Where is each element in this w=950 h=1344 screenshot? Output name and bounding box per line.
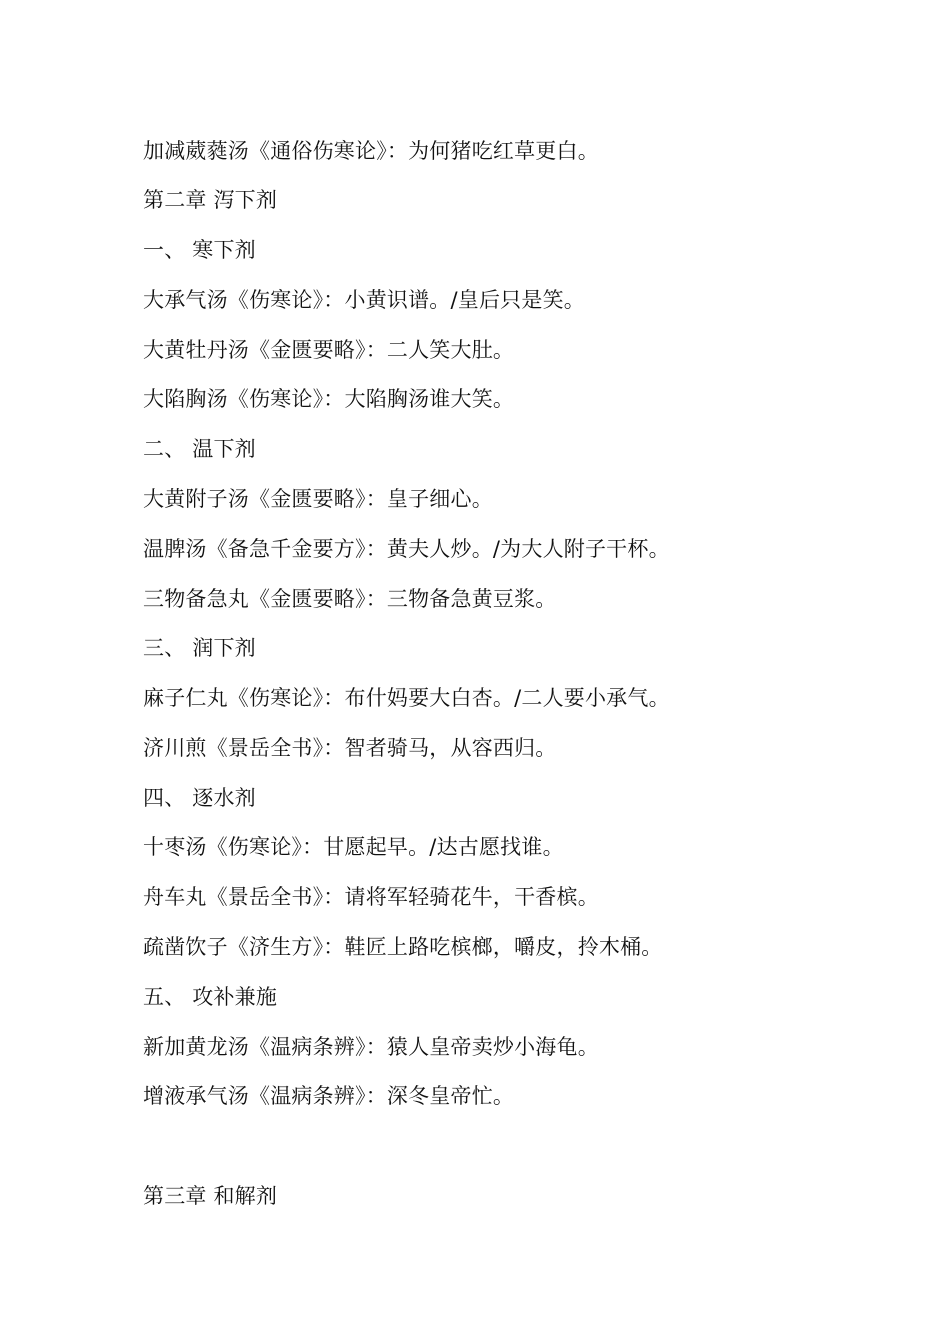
formula-line-sanwu-beiji: 三物备急丸《金匮要略》：三物备急黄豆浆。 bbox=[143, 587, 557, 611]
formula-line-xinjia-huanglong: 新加黄龙汤《温病条辨》：猿人皇帝卖炒小海龟。 bbox=[143, 1035, 599, 1059]
section-heading-wenxia: 二、 温下剂 bbox=[143, 437, 256, 461]
formula-line-zhouche: 舟车丸《景岳全书》：请将军轻骑花牛，干香槟。 bbox=[143, 885, 599, 909]
formula-line-jiajian-weirui: 加减葳蕤汤《通俗伤寒论》：为何猪吃红草更白。 bbox=[143, 139, 599, 163]
formula-line-zengye-chengqi: 增液承气汤《温病条辨》：深冬皇帝忙。 bbox=[143, 1084, 515, 1108]
chapter-heading-hejie: 第三章 和解剂 bbox=[143, 1184, 278, 1208]
formula-line-dachengqi: 大承气汤《伤寒论》：小黄识谱。/皇后只是笑。 bbox=[143, 288, 585, 312]
section-heading-zhushui: 四、 逐水剂 bbox=[143, 786, 256, 810]
chapter-heading-xiexia: 第二章 泻下剂 bbox=[143, 188, 278, 212]
section-heading-gongbu: 五、 攻补兼施 bbox=[143, 985, 278, 1009]
formula-line-daxianxiong: 大陷胸汤《伤寒论》：大陷胸汤谁大笑。 bbox=[143, 387, 515, 411]
section-heading-hanxia: 一、 寒下剂 bbox=[143, 238, 256, 262]
formula-line-dahuang-mudan: 大黄牡丹汤《金匮要略》：二人笑大肚。 bbox=[143, 338, 515, 362]
formula-line-shuzao: 疏凿饮子《济生方》：鞋匠上路吃槟榔，嚼皮，拎木桶。 bbox=[143, 935, 663, 959]
section-heading-runxia: 三、 润下剂 bbox=[143, 636, 256, 660]
formula-line-dahuang-fuzi: 大黄附子汤《金匮要略》：皇子细心。 bbox=[143, 487, 493, 511]
formula-line-maziren: 麻子仁丸《伤寒论》：布什妈要大白杏。/二人要小承气。 bbox=[143, 686, 670, 710]
formula-line-wenpi: 温脾汤《备急千金要方》：黄夫人炒。/为大人附子干杯。 bbox=[143, 537, 670, 561]
formula-line-shizao: 十枣汤《伤寒论》：甘愿起早。/达古愿找谁。 bbox=[143, 835, 564, 859]
formula-line-jichuan: 济川煎《景岳全书》：智者骑马，从容西归。 bbox=[143, 736, 557, 760]
